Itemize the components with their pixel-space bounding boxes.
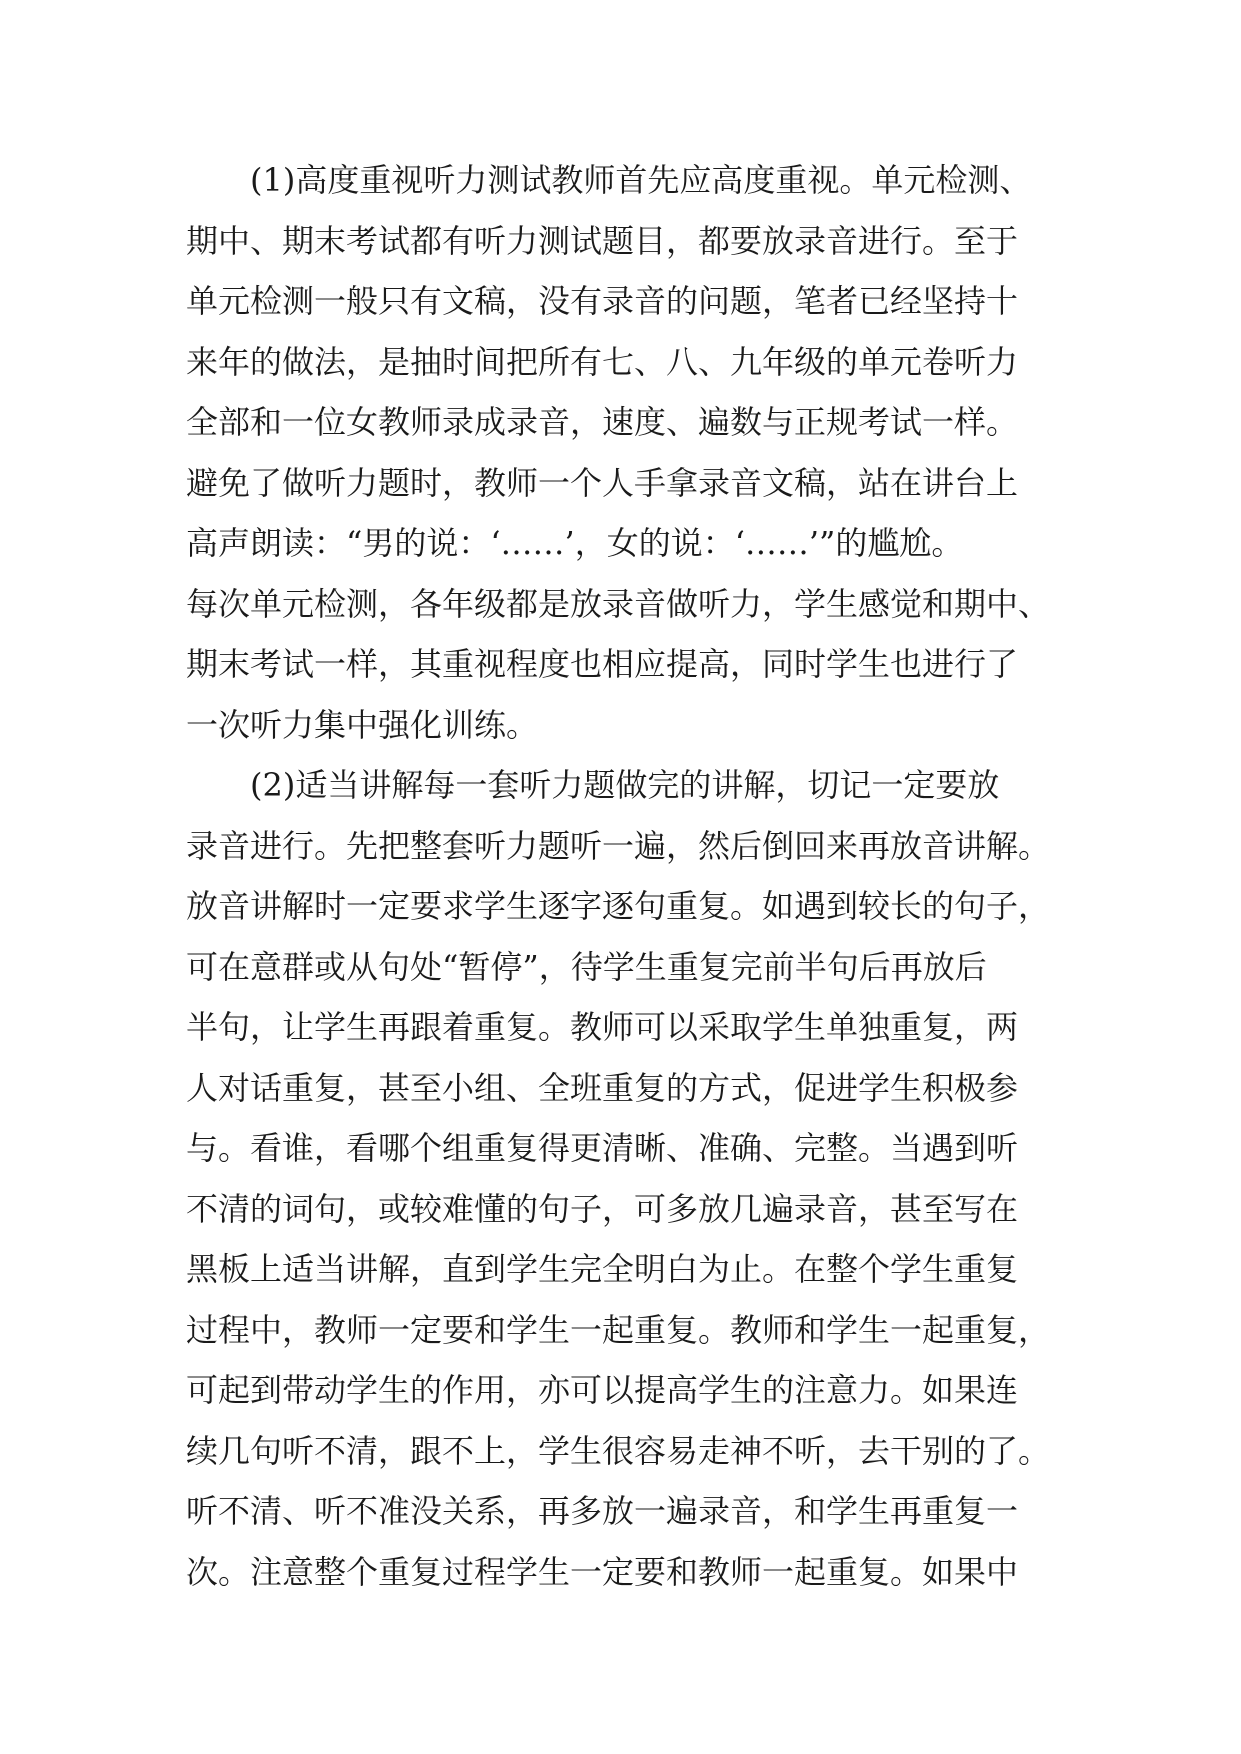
paragraph-line: 期中、期末考试都有听力测试题目，都要放录音进行。至于 bbox=[186, 221, 1019, 260]
paragraph-line: 全部和一位女教师录成录音，速度、遍数与正规考试一样。 bbox=[186, 403, 1019, 441]
paragraph-line: 过程中，教师一定要和学生一起重复。教师和学生一起重复， bbox=[186, 1310, 1051, 1349]
paragraph-line: 单元检测一般只有文稿，没有录音的问题，笔者已经坚持十 bbox=[186, 282, 1019, 320]
paragraph-line: 高声朗读：“男的说：‘……’，女的说：‘……’”的尴尬。 bbox=[186, 524, 964, 562]
paragraph-line: 录音进行。先把整套听力题听一遍，然后倒回来再放音讲解。 bbox=[186, 826, 1051, 865]
paragraph-line: 期末考试一样，其重视程度也相应提高，同时学生也进行了 bbox=[186, 645, 1019, 683]
paragraph-2 bbox=[186, 755, 1086, 1602]
paragraph-line: 听不清、听不准没关系，再多放一遍录音，和学生再重复一 bbox=[186, 1492, 1019, 1530]
paragraph-line: 续几句听不清，跟不上，学生很容易走神不听，去干别的了。 bbox=[186, 1431, 1051, 1470]
paragraph-line: 黑板上适当讲解，直到学生完全明白为止。在整个学生重复 bbox=[186, 1250, 1019, 1288]
paragraph-line: (2)适当讲解每一套听力题做完的讲解，切记一定要放 bbox=[250, 766, 1000, 804]
paragraph-line: 人对话重复，甚至小组、全班重复的方式，促进学生积极参 bbox=[186, 1068, 1019, 1107]
paragraph-line: 不清的词句，或较难懂的句子，可多放几遍录音，甚至写在 bbox=[186, 1189, 1019, 1228]
paragraph-line: 避免了做听力题时，教师一个人手拿录音文稿，站在讲台上 bbox=[186, 463, 1019, 502]
paragraph-line: 与。看谁，看哪个组重复得更清晰、准确、完整。当遇到听 bbox=[186, 1129, 1019, 1167]
paragraph-line: 来年的做法，是抽时间把所有七、八、九年级的单元卷听力 bbox=[186, 342, 1019, 381]
paragraph-line: 每次单元检测，各年级都是放录音做听力，学生感觉和期中、 bbox=[186, 584, 1051, 623]
paragraph-line: (1)高度重视听力测试教师首先应高度重视。单元检测、 bbox=[250, 161, 1032, 199]
document-body bbox=[186, 150, 1086, 1602]
paragraph-line: 一次听力集中强化训练。 bbox=[186, 705, 539, 744]
paragraph-line: 可起到带动学生的作用，亦可以提高学生的注意力。如果连 bbox=[186, 1371, 1019, 1409]
paragraph-line: 可在意群或从句处“暂停”，待学生重复完前半句后再放后 bbox=[186, 947, 987, 986]
paragraph-line: 放音讲解时一定要求学生逐字逐句重复。如遇到较长的句子， bbox=[186, 887, 1051, 925]
paragraph-line: 次。注意整个重复过程学生一定要和教师一起重复。如果中 bbox=[186, 1552, 1019, 1591]
paragraph-1 bbox=[186, 150, 1086, 755]
paragraph-line: 半句，让学生再跟着重复。教师可以采取学生单独重复，两 bbox=[186, 1008, 1019, 1046]
